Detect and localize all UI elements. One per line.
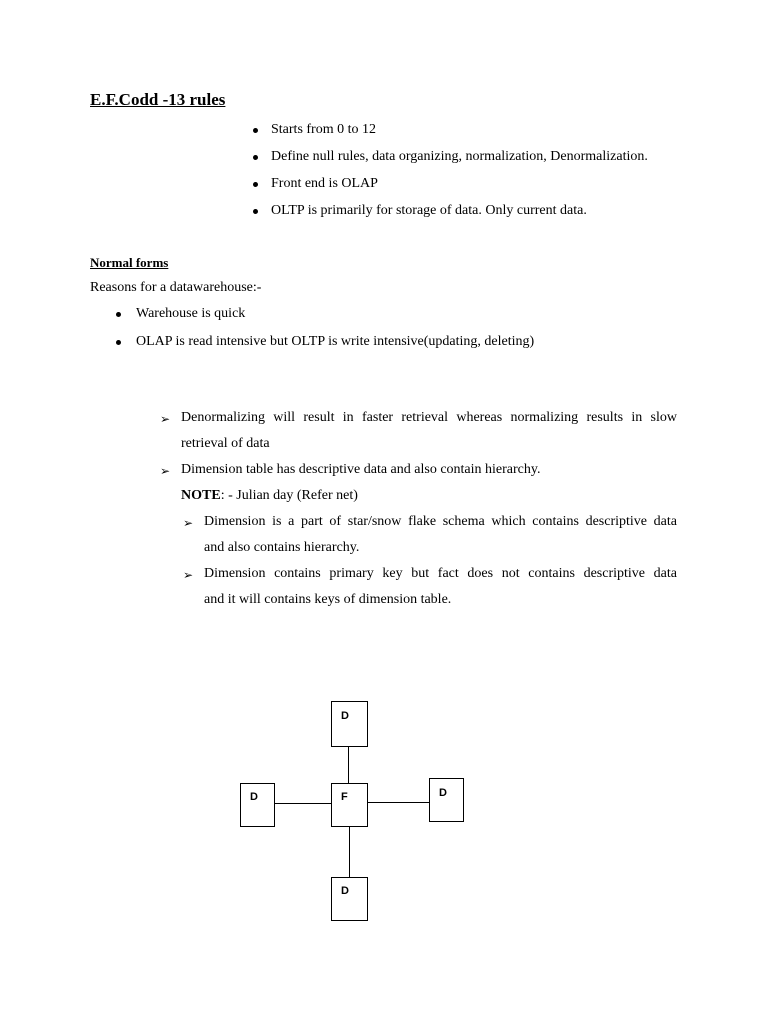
- arrow-bullet-icon: ➢: [160, 412, 171, 426]
- dimension-label: D: [341, 710, 349, 722]
- rules-bullet-item: OLTP is primarily for storage of data. Only current data.: [271, 203, 587, 218]
- normal-forms-heading: Normal forms: [90, 255, 169, 270]
- sub-point-line2: and also contains hierarchy.: [204, 540, 360, 555]
- denormalizing-point-line2: retrieval of data: [181, 436, 270, 451]
- connector-line-top: [348, 746, 349, 784]
- bullet-dot: [253, 209, 258, 214]
- dimension-box-left: [240, 783, 275, 827]
- page-title: E.F.Codd -13 rules: [90, 90, 226, 109]
- dimension-table-point: Dimension table has descriptive data and also contain hierarchy.: [181, 462, 541, 477]
- denormalizing-point-line1: Denormalizing will result in faster retrieval whereas normalizing results in slow: [181, 410, 677, 425]
- dimension-box-right: [429, 778, 464, 822]
- datawarehouse-intro: Reasons for a datawarehouse:-: [90, 280, 262, 295]
- arrow-bullet-icon: ➢: [183, 568, 194, 582]
- bullet-dot: [253, 182, 258, 187]
- sub-point-line1: Dimension contains primary key but fact does not contains descriptive data: [204, 566, 677, 581]
- reason-bullet-item: OLAP is read intensive but OLTP is write intensive(updating, deleting): [136, 334, 535, 349]
- note-text: : - Julian day (Refer net): [220, 488, 358, 503]
- bullet-dot: [253, 155, 258, 160]
- dimension-label: D: [341, 885, 349, 897]
- note-line: [181, 488, 358, 504]
- dimension-box-top: [331, 701, 368, 747]
- arrow-bullet-icon: ➢: [160, 464, 171, 478]
- rules-bullet-item: Starts from 0 to 12: [271, 122, 376, 137]
- dimension-label: D: [439, 787, 447, 799]
- bullet-dot: [253, 128, 258, 133]
- dimension-box-bottom: [331, 877, 368, 921]
- fact-box-center: [331, 783, 368, 827]
- rules-bullet-item: Define null rules, data organizing, normalization, Denormalization.: [271, 149, 648, 164]
- connector-line-left: [274, 803, 332, 804]
- sub-point-line1: Dimension is a part of star/snow flake schema which contains descriptive data: [204, 514, 677, 529]
- dimension-label: D: [250, 791, 258, 803]
- bullet-dot: [116, 340, 121, 345]
- bullet-dot: [116, 312, 121, 317]
- connector-line-right: [368, 802, 429, 803]
- fact-label: F: [341, 791, 348, 803]
- sub-point-line2: and it will contains keys of dimension table.: [204, 592, 452, 607]
- note-label: NOTE: [181, 488, 221, 503]
- connector-line-bottom: [349, 826, 350, 878]
- arrow-bullet-icon: ➢: [183, 516, 194, 530]
- rules-bullet-item: Front end is OLAP: [271, 176, 378, 191]
- reason-bullet-item: Warehouse is quick: [136, 306, 246, 321]
